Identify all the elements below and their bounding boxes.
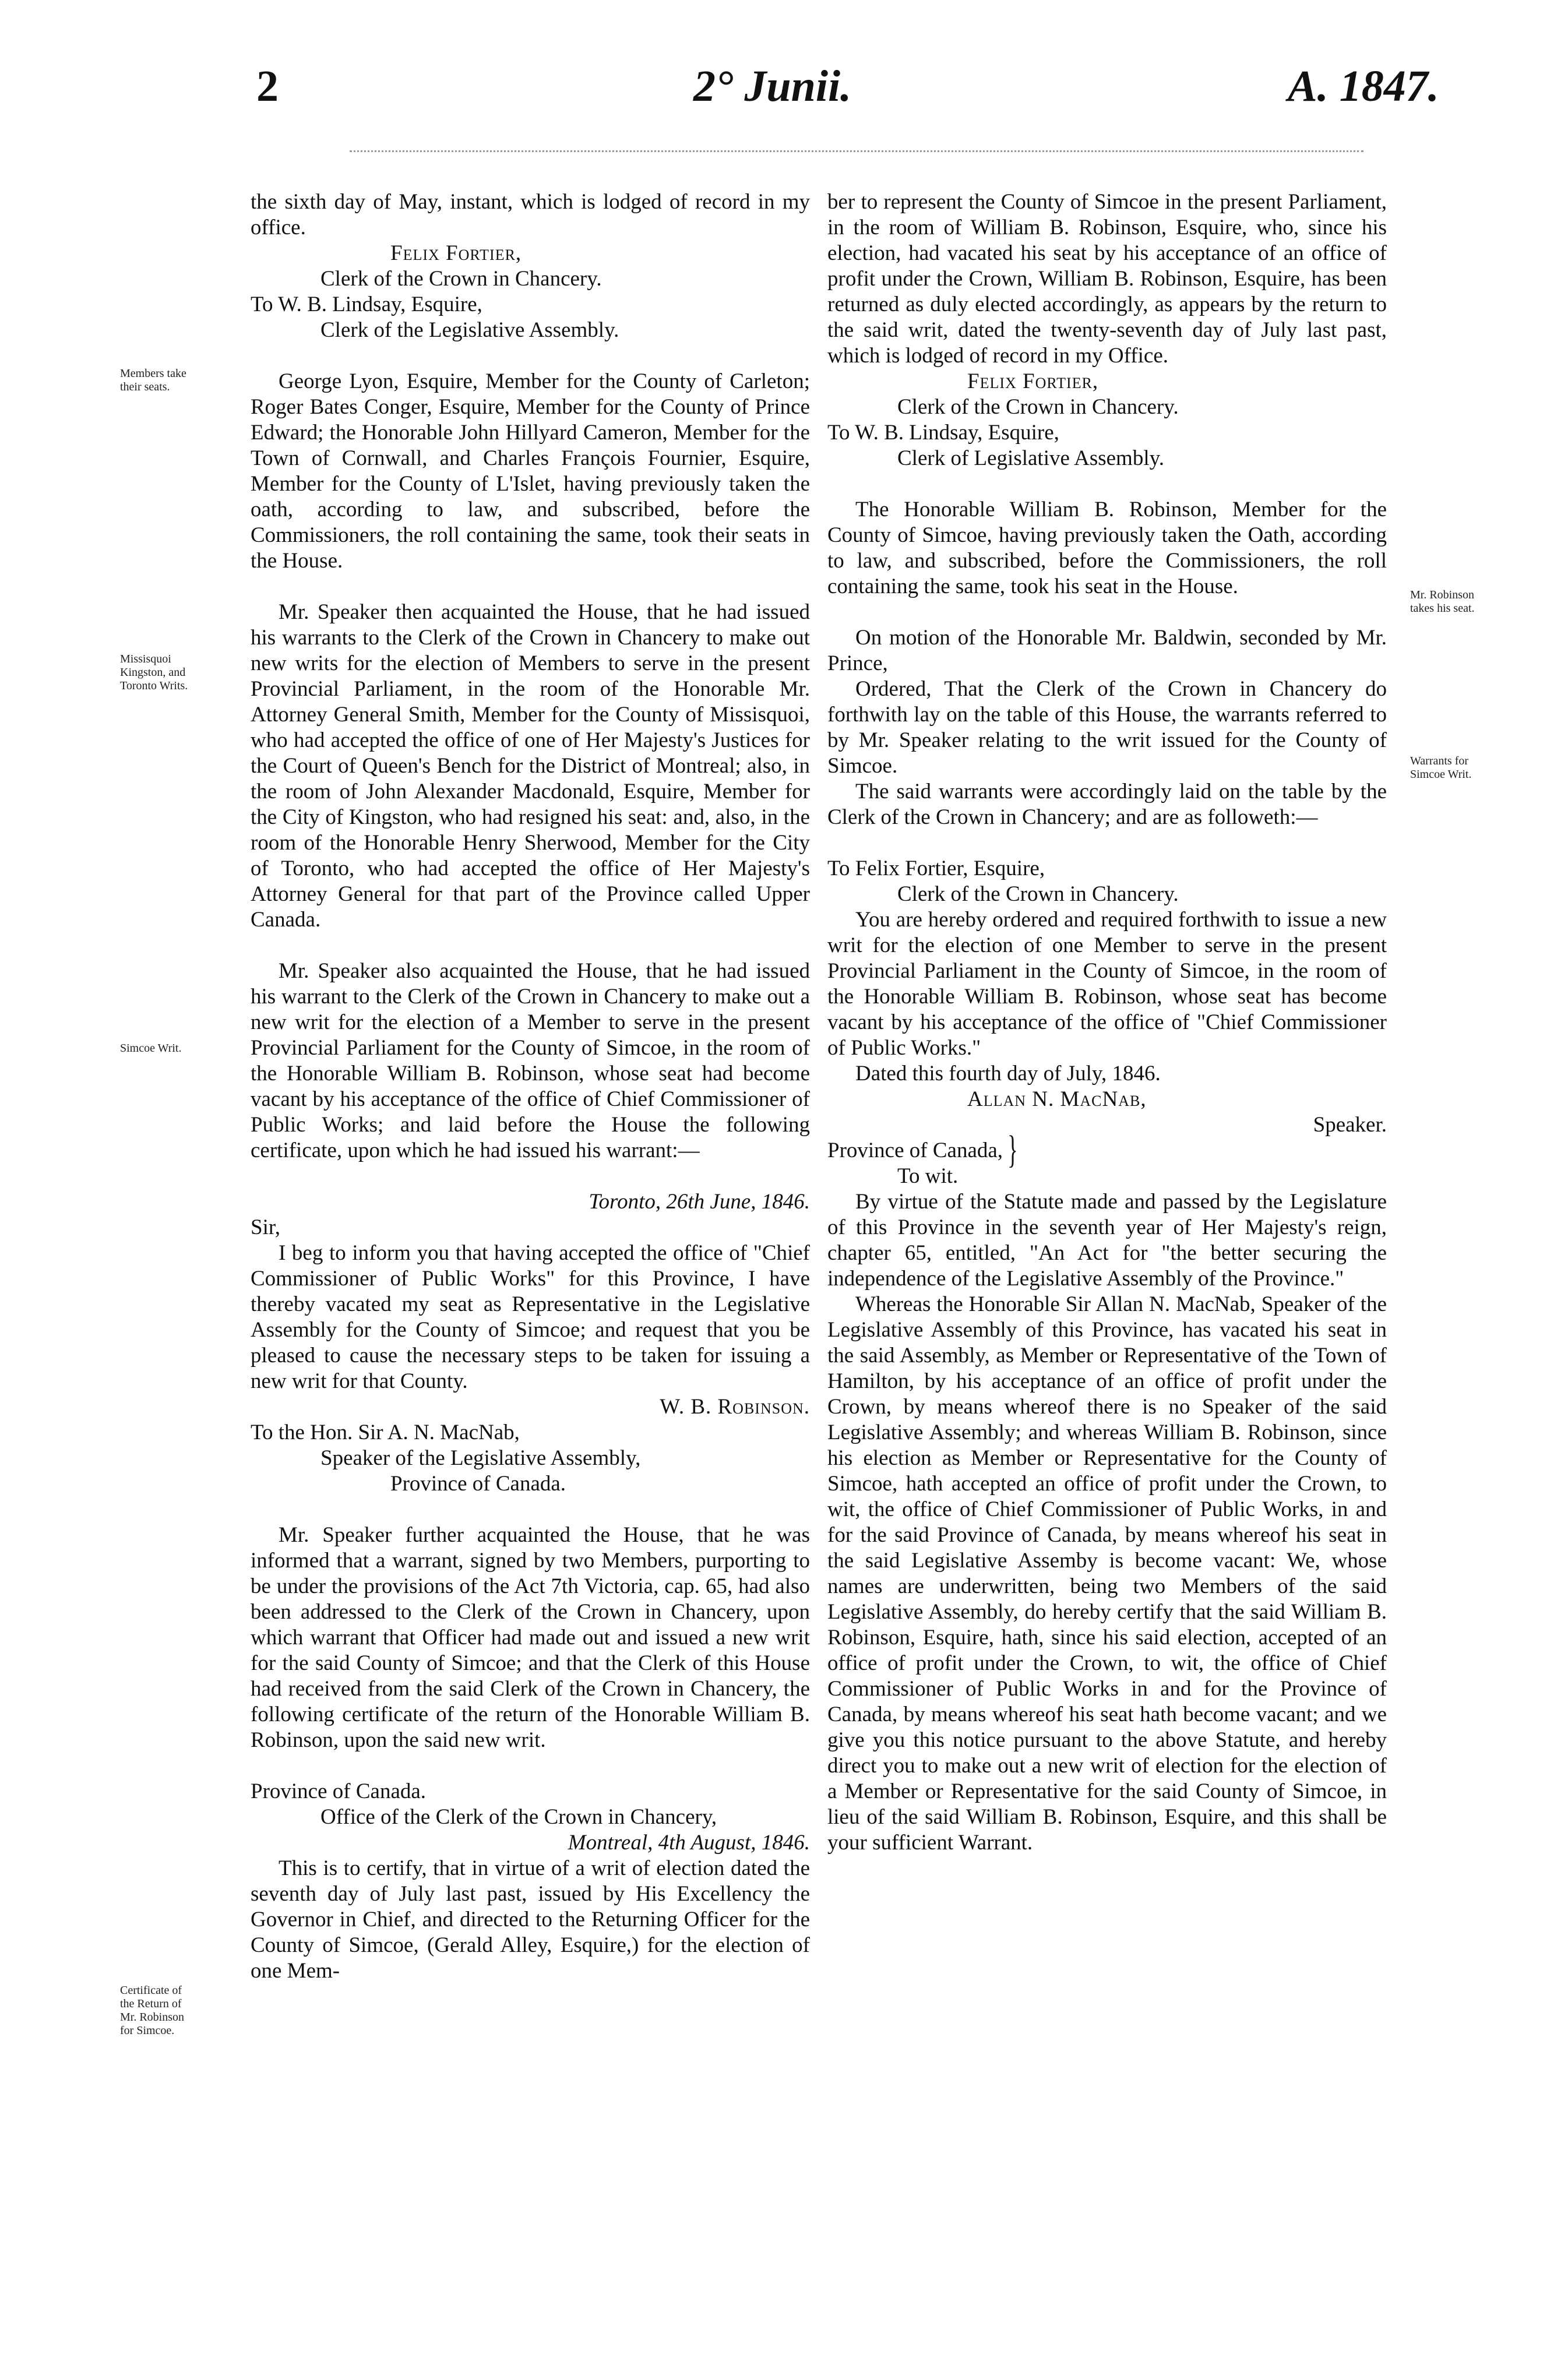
letter-recipient-title: Speaker of the Legislative Assembly, — [320, 1446, 641, 1470]
certificate-date: Montreal, 4th August, 1846. — [568, 1831, 810, 1855]
margin-note-certificate: Certificate of the Return of Mr. Robinson for Simcoe. — [120, 1984, 185, 2037]
province-line — [827, 1129, 1387, 1172]
letter-recipient-province: Province of Canada. — [390, 1472, 566, 1496]
right-paragraph: The said warrants were accordingly laid on the table by the Clerk of the Crown in Chancery; and are as followeth:— — [827, 780, 1387, 829]
left-paragraph: the sixth day of May, instant, which is lodged of record in my office. — [251, 190, 810, 239]
page-number: 2 — [256, 62, 279, 111]
header-rule — [350, 150, 1363, 152]
letter-signature: W. B. Robinson. — [660, 1395, 810, 1419]
letter-date: Toronto, 26th June, 1846. — [589, 1190, 810, 1214]
certificate-office: Office of the Clerk of the Crown in Chancery, — [320, 1805, 717, 1829]
margin-note-simcoe-writ: Simcoe Writ. — [120, 1042, 182, 1055]
to-wit: To wit. — [897, 1164, 959, 1188]
warrant-addressee: To Felix Fortier, Esquire, — [827, 857, 1045, 880]
header-date: 2° Junii. — [693, 62, 852, 111]
left-paragraph: Mr. Speaker also acquainted the House, that he had issued his warrant to the Clerk of the Crown in Chancery to make out a new writ for the election of a Member to serve in the present Provincial Parliament for the County of Simcoe, in the room of the Honorable William B. Robinson, whose seat had become vacant by his acceptance of the office of Chief Commissioner of Public Works; and laid before the House the following certificate, upon which he had issued his warrant:— — [251, 959, 810, 1162]
signature-title: Clerk of the Crown in Chancery. — [897, 395, 1179, 419]
margin-note-members: Members take their seats. — [120, 367, 186, 393]
warrant-date: Dated this fourth day of July, 1846. — [855, 1062, 1161, 1085]
speaker-signature: Allan N. MacNab, — [967, 1087, 1147, 1111]
addressee: To W. B. Lindsay, Esquire, — [251, 292, 482, 316]
whereas-paragraph: Whereas the Honorable Sir Allan N. MacNab, Speaker of the Legislative Assembly of this Province, has vacated his seat in the said Assembly, as Member or Representative of the Town of Hamilton, by his acceptance of an office of profit under the Crown, by means whereof there is no Speaker of the said Legislative Assembly; and whereas William B. Robinson, since his election as Member or Representative for the County of Simcoe, hath accepted an office of profit under the Crown, to wit, the office of Chief Commissioner of Public Works, in and for the said Province of Canada, by means whereof his seat in the said Legislative Assemby is become vacant: We, whose names are underwritten, being two Members of the said Legislative Assembly, do hereby certify that the said William B. Robinson, Esquire, hath, since his said election, accepted of an office of profit under the Crown, to wit, the office of Chief Commissioner of Public Works in and for the Province of Canada, by means whereof his seat hath become vacant; and we give you this notice pursuant to the above Statute, and hereby direct you to make out a new writ of election for the election of a Member or Representative for the said County of Simcoe, in lieu of the said William B. Robinson, Esquire, and this shall be your sufficient Warrant. — [827, 1292, 1387, 1855]
left-paragraph: Mr. Speaker further acquainted the House, that he was informed that a warrant, signed by two Members, purporting to be under the provisions of the Act 7th Victoria, cap. 65, had also been addressed to the Clerk of the Crown in Chancery, upon which warrant that Officer had made out and issued a new writ for the said County of Simcoe; and that the Clerk of this House had received from the said Clerk of the Crown in Chancery, the following certificate of the return of the Honorable William B. Robinson, upon the said new writ. — [251, 1523, 810, 1752]
warrant-addressee-title: Clerk of the Crown in Chancery. — [897, 882, 1179, 906]
left-paragraph: George Lyon, Esquire, Member for the County of Carleton; Roger Bates Conger, Esquire, Member for the County of Prince Edward; the Honorable John Hillyard Cameron, Member for the Town of Cornwall, and Charles François Fournier, Esquire, Member for the County of L'Islet, having previously taken the oath, according to law, and subscribed, before the Commissioners, the roll containing the same, took their seats in the House. — [251, 369, 810, 573]
left-paragraph: Mr. Speaker then acquainted the House, that he had issued his warrants to the Clerk of the Crown in Chancery to make out new writs for the election of Members to serve in the present Provincial Parliament, in the room of the Honorable Mr. Attorney General Smith, Member for the County of Missisquoi, who had accepted the office of one of Her Majesty's Justices for the Court of Queen's Bench for the District of Montreal; also, in the room of John Alexander Macdonald, Esquire, Member for the City of Kingston, who had resigned his seat: and, also, in the room of the Honorable Henry Sherwood, Member for the City of Toronto, who had accepted the office of Her Majesty's Attorney General for that part of the Province called Upper Canada. — [251, 600, 810, 932]
addressee: To W. B. Lindsay, Esquire, — [827, 421, 1059, 445]
province-name: Province of Canada, — [827, 1139, 1003, 1162]
right-paragraph: On motion of the Honorable Mr. Baldwin, seconded by Mr. Prince, — [827, 626, 1387, 675]
speaker-title: Speaker. — [1313, 1113, 1387, 1137]
signature-title: Clerk of the Crown in Chancery. — [320, 267, 602, 291]
warrant-body: You are hereby ordered and required forthwith to issue a new writ for the election of one Member to serve in the present Provincial Parliament in the County of Simcoe, in the room of the Honorable William B. Robinson, whose seat has become vacant by his acceptance of the office of "Chief Commissioner of Public Works." — [827, 908, 1387, 1060]
left-column — [251, 189, 810, 1984]
right-paragraph: ber to represent the County of Simcoe in the present Parliament, in the room of William B. Robinson, Esquire, who, since his election, had vacated his seat by his acceptance of an office of profit under the Crown, William B. Robinson, Esquire, has been returned as duly elected accordingly, as appears by the return to the said writ, dated the twenty-seventh day of July last past, which is lodged of record in my Office. — [827, 190, 1387, 368]
signature-name: Felix Fortier, — [390, 241, 522, 265]
certificate-body: This is to certify, that in virtue of a writ of election dated the seventh day of July last past, issued by His Excellency the Governor in Chief, and directed to the Returning Officer for the County of Simcoe, (Gerald Alley, Esquire,) for the election of one Mem- — [251, 1856, 810, 1983]
margin-note-missisquoi: Missisquoi Kingston, and Toronto Writs. — [120, 653, 188, 692]
letter-salutation: Sir, — [251, 1215, 280, 1239]
margin-note-robinson-seat: Mr. Robinson takes his seat. — [1410, 588, 1475, 615]
letter-body: I beg to inform you that having accepted the office of "Chief Commissioner of Public Works" for this Province, I have thereby vacated my seat as Representative in the Legislative Assembly for the County of Simcoe; and request that you be pleased to cause the necessary steps to be taken for issuing a new writ for that County. — [251, 1241, 810, 1393]
brace-glyph: } — [1007, 1129, 1018, 1172]
margin-note-warrants: Warrants for Simcoe Writ. — [1410, 755, 1472, 781]
signature-name: Felix Fortier, — [967, 369, 1099, 393]
right-paragraph: The Honorable William B. Robinson, Member for the County of Simcoe, having previously taken the Oath, according to law, and subscribed, before the Commissioners, the roll containing the same, took his seat in the House. — [827, 498, 1387, 598]
header-year: A. 1847. — [1288, 62, 1439, 111]
right-order: Ordered, That the Clerk of the Crown in Chancery do forthwith lay on the table of this House, the warrants referred to by Mr. Speaker relating to the writ issued for the County of Simcoe. — [827, 677, 1387, 778]
addressee-title: Clerk of the Legislative Assembly. — [320, 318, 619, 342]
certificate-province: Province of Canada. — [251, 1779, 427, 1803]
statute-paragraph: By virtue of the Statute made and passed by the Legislature of this Province in the seventh year of Her Majesty's reign, chapter 65, entitled, "An Act for "the better securing the independence of the Legislative Assembly of the Province." — [827, 1190, 1387, 1291]
addressee-title: Clerk of Legislative Assembly. — [897, 446, 1164, 470]
letter-recipient: To the Hon. Sir A. N. MacNab, — [251, 1421, 520, 1444]
right-column — [827, 189, 1387, 1856]
